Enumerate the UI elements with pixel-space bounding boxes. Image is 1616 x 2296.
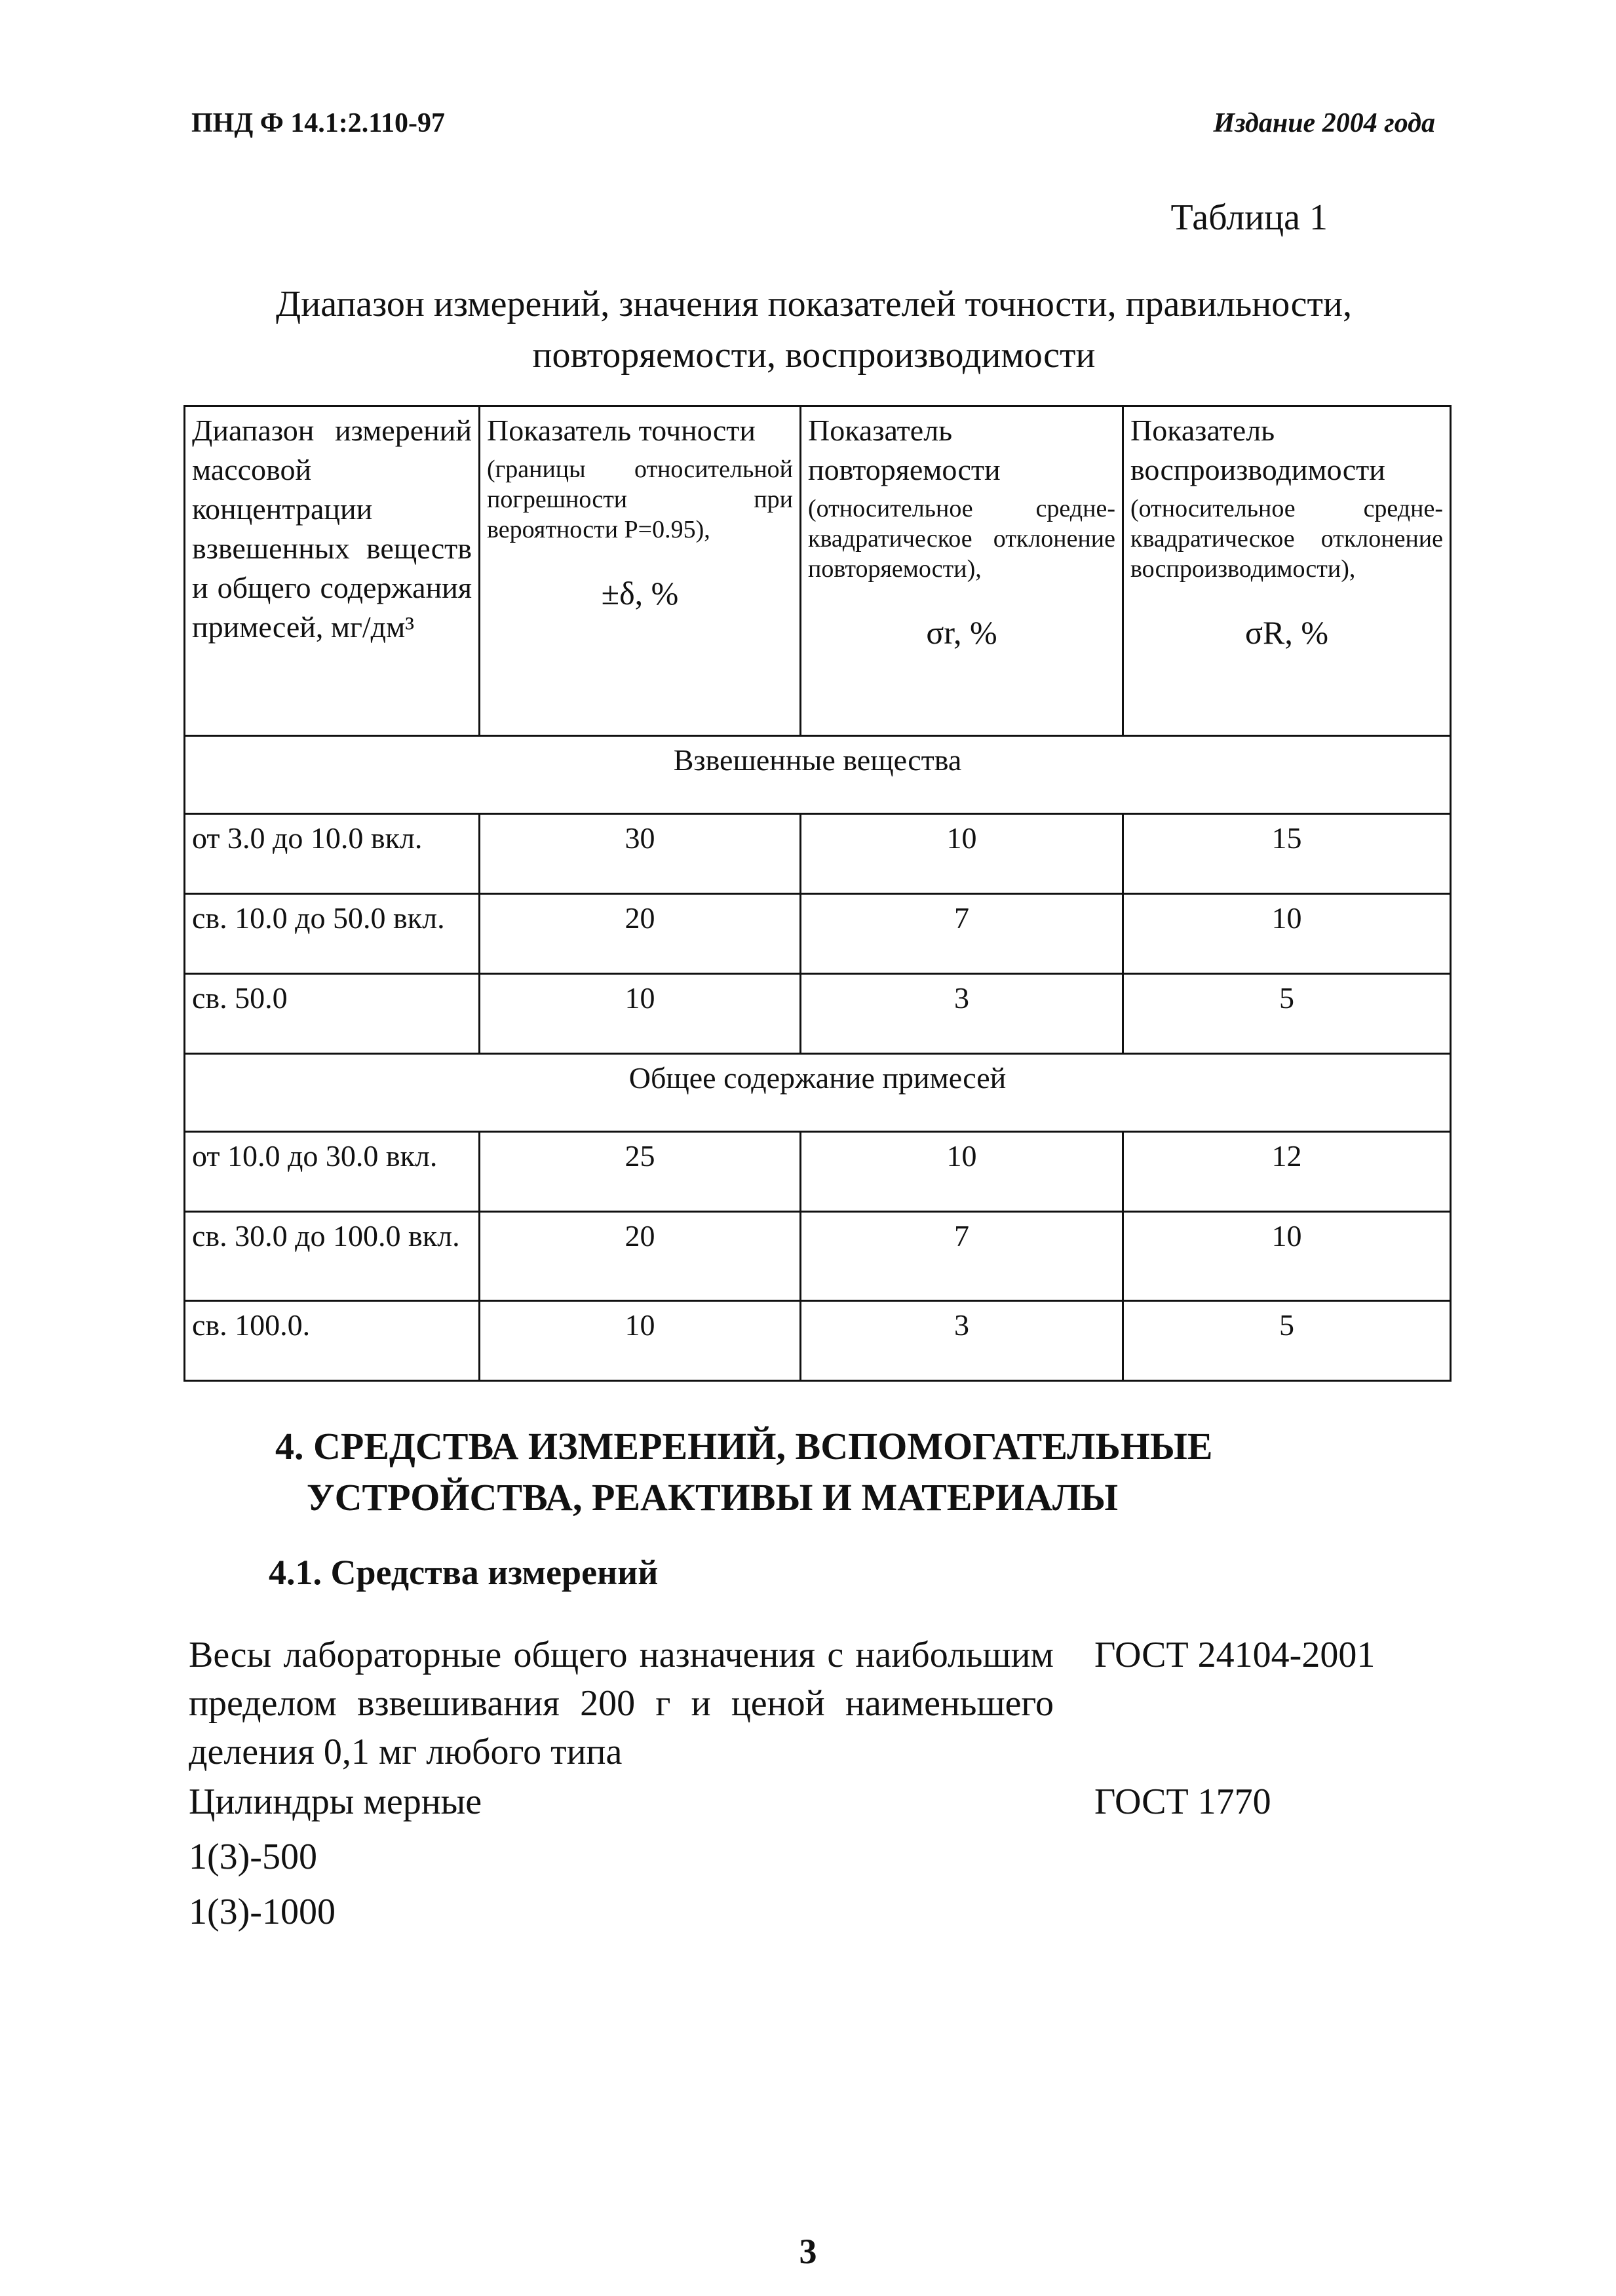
subsection-heading: 4.1. Средства измерений <box>269 1553 659 1592</box>
reproducibility-cell: 5 <box>1123 974 1451 1054</box>
equipment-description: Весы лабораторные общего назначения с наибольшим пределом взвешивания 200 г и ценой наименьшего деления 0,1 мг любого типа <box>189 1635 1054 1772</box>
header-accuracy-title: Показатель точности <box>487 414 756 447</box>
precision-table <box>183 405 1452 1382</box>
accuracy-cell: 20 <box>480 894 801 974</box>
section-heading-line1: 4. СРЕДСТВА ИЗМЕРЕНИЙ, ВСПОМОГАТЕЛЬНЫЕ <box>275 1425 1213 1468</box>
header-accuracy-note: (границы относительной погрешности при вероятности P=0.95), <box>487 456 793 543</box>
header-repeatability-symbol: σr, % <box>926 614 997 651</box>
reproducibility-cell: 12 <box>1123 1132 1451 1212</box>
section-title: Общее содержание примесей <box>185 1054 1451 1132</box>
range-cell: св. 30.0 до 100.0 вкл. <box>185 1212 480 1301</box>
table-row <box>185 1212 1451 1301</box>
header-reproducibility-title: Показатель воспроизводимости <box>1130 414 1385 486</box>
header-range: Диапазон измерений массовой концентрации взвешенных веществ и общего содержания примесей, мг/дм³ <box>185 406 480 736</box>
range-cell: от 3.0 до 10.0 вкл. <box>185 814 480 894</box>
accuracy-cell: 10 <box>480 1301 801 1381</box>
repeatability-cell: 3 <box>801 974 1123 1054</box>
table-row <box>185 894 1451 974</box>
header-repeatability <box>801 406 1123 736</box>
header-reproducibility-note: (относительное средне-квадратическое отклонение воспроизводимости), <box>1130 495 1443 583</box>
header-repeatability-title: Показатель повторяемости <box>808 414 1001 486</box>
repeatability-cell: 7 <box>801 1212 1123 1301</box>
section-heading <box>275 1421 1455 1523</box>
range-cell: от 10.0 до 30.0 вкл. <box>185 1132 480 1212</box>
equipment-subitem: 1(3)-1000 <box>189 1892 336 1932</box>
header-reproducibility-symbol: σR, % <box>1245 614 1328 651</box>
equipment-subitem: 1(3)-500 <box>189 1837 317 1877</box>
range-cell: св. 50.0 <box>185 974 480 1054</box>
header-repeatability-note: (относительное средне-квадратическое отклонение повторяемости), <box>808 495 1115 583</box>
equipment-description: Цилиндры мерные <box>189 1781 482 1822</box>
table-title: Диапазон измерений, значения показателей точности, правильности, повторяемости, воспроизводимости <box>276 284 1352 376</box>
repeatability-cell: 3 <box>801 1301 1123 1381</box>
header-reproducibility <box>1123 406 1451 736</box>
table-row <box>185 1132 1451 1212</box>
document-code: ПНД Ф 14.1:2.110-97 <box>191 108 445 138</box>
table-header-row <box>185 406 1451 736</box>
reproducibility-cell: 10 <box>1123 1212 1451 1301</box>
range-cell: св. 10.0 до 50.0 вкл. <box>185 894 480 974</box>
repeatability-cell: 10 <box>801 1132 1123 1212</box>
reproducibility-cell: 15 <box>1123 814 1451 894</box>
table-label: Таблица 1 <box>1170 197 1328 238</box>
table-row <box>185 974 1451 1054</box>
accuracy-cell: 25 <box>480 1132 801 1212</box>
table-row <box>185 1301 1451 1381</box>
repeatability-cell: 7 <box>801 894 1123 974</box>
range-cell: св. 100.0. <box>185 1301 480 1381</box>
page-number: 3 <box>799 2232 817 2271</box>
reproducibility-cell: 10 <box>1123 894 1451 974</box>
repeatability-cell: 10 <box>801 814 1123 894</box>
section-row <box>185 1054 1451 1132</box>
accuracy-cell: 20 <box>480 1212 801 1301</box>
equipment-standard: ГОСТ 24104-2001 <box>1094 1635 1376 1675</box>
header-accuracy <box>480 406 801 736</box>
section-title: Взвешенные вещества <box>185 736 1451 814</box>
section-heading-line2: УСТРОЙСТВА, РЕАКТИВЫ И МАТЕРИАЛЫ <box>307 1476 1119 1519</box>
accuracy-cell: 10 <box>480 974 801 1054</box>
section-row <box>185 736 1451 814</box>
header-accuracy-symbol: ±δ, % <box>601 575 679 612</box>
equipment-standard: ГОСТ 1770 <box>1094 1781 1271 1822</box>
edition-note: Издание 2004 года <box>1213 108 1435 138</box>
table-row <box>185 814 1451 894</box>
accuracy-cell: 30 <box>480 814 801 894</box>
reproducibility-cell: 5 <box>1123 1301 1451 1381</box>
